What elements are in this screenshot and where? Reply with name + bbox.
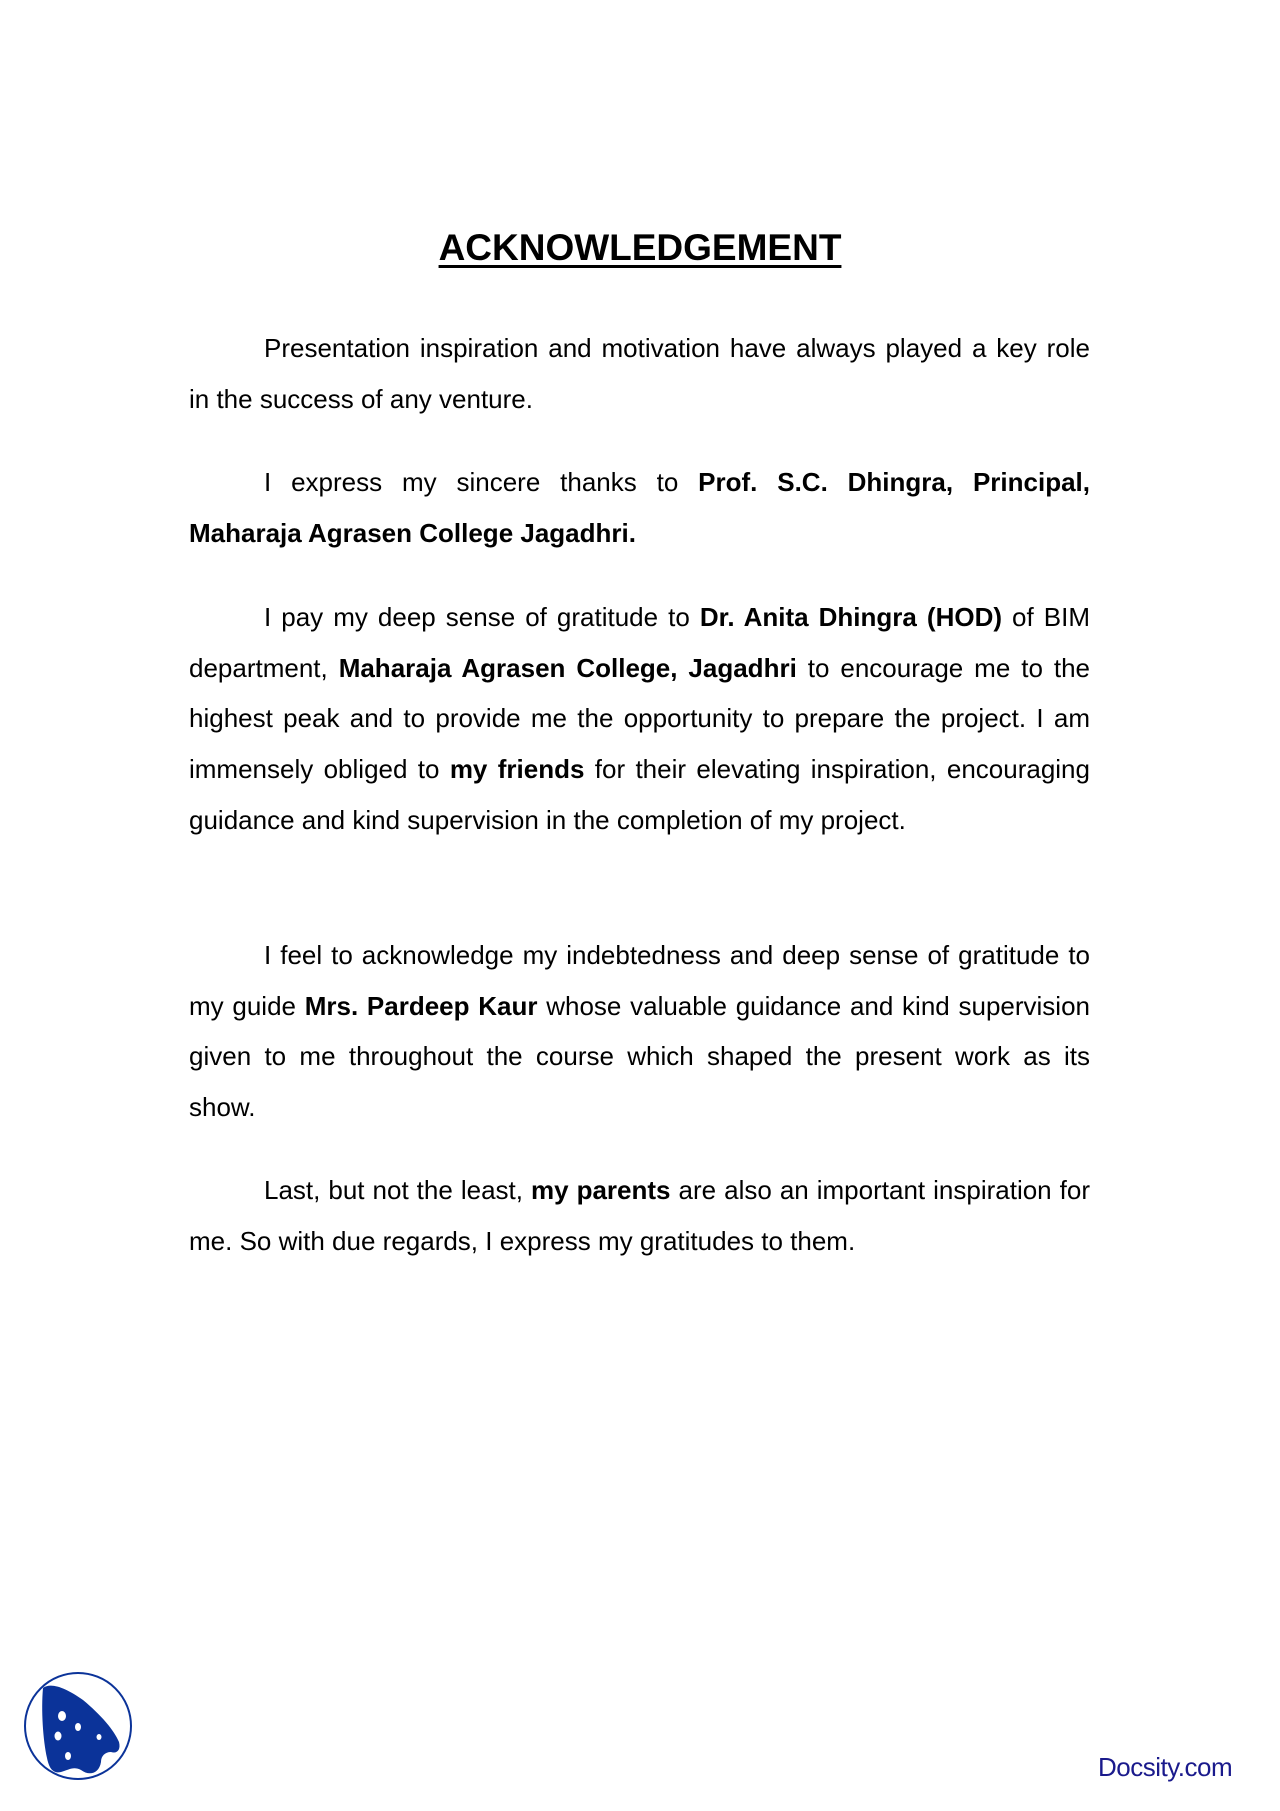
text-segment: of BIM department, [189, 602, 1090, 683]
text-segment: I express my sincere thanks to [264, 467, 699, 497]
text-segment: for their elevating inspiration, encouraging guidance and kind supervision in the completion of my project. [189, 754, 1090, 835]
text-segment: are also an important inspiration for me. So with due regards, I express my gratitudes to them. [189, 1175, 1090, 1256]
text-segment: Presentation inspiration and motivation have always played a key role in the success of any venture. [189, 333, 1090, 414]
bold-text: my friends [449, 754, 585, 785]
text-segment: I feel to acknowledge my indebtedness and deep sense of gratitude to my guide [189, 940, 1090, 1021]
docsity-brand-link[interactable]: Docsity.com [1098, 1752, 1233, 1782]
page-title [0, 224, 1280, 272]
docsity-logo-icon [21, 1670, 135, 1782]
title-text: ACKNOWLEDGEMENT [438, 227, 842, 268]
text-segment: Last, but not the least, [264, 1175, 531, 1205]
text-segment: whose valuable guidance and kind supervision given to me throughout the course which shaped the present work as its show. [189, 990, 1090, 1123]
text-segment: I pay my deep sense of gratitude to [264, 602, 700, 632]
text-segment: to encourage me to the highest peak and to provide me the opportunity to prepare the project. I am immensely obliged to [189, 652, 1090, 785]
paragraph-parents [189, 1165, 1090, 1266]
bold-text: Prof. S.C. Dhingra, Principal, Maharaja Agrasen College Jagadhri. [189, 467, 1090, 548]
bold-text: Dr. Anita Dhingra (HOD) [699, 602, 1003, 632]
paragraph-hod-gratitude [189, 592, 1090, 846]
bold-text: my parents [531, 1175, 671, 1205]
paragraph-intro [189, 323, 1090, 424]
paragraph-principal-thanks [189, 457, 1090, 558]
bold-text: Maharaja Agrasen College, Jagadhri [338, 652, 797, 683]
bold-text: Mrs. Pardeep Kaur [304, 990, 538, 1021]
paragraph-guide-gratitude [189, 930, 1090, 1133]
